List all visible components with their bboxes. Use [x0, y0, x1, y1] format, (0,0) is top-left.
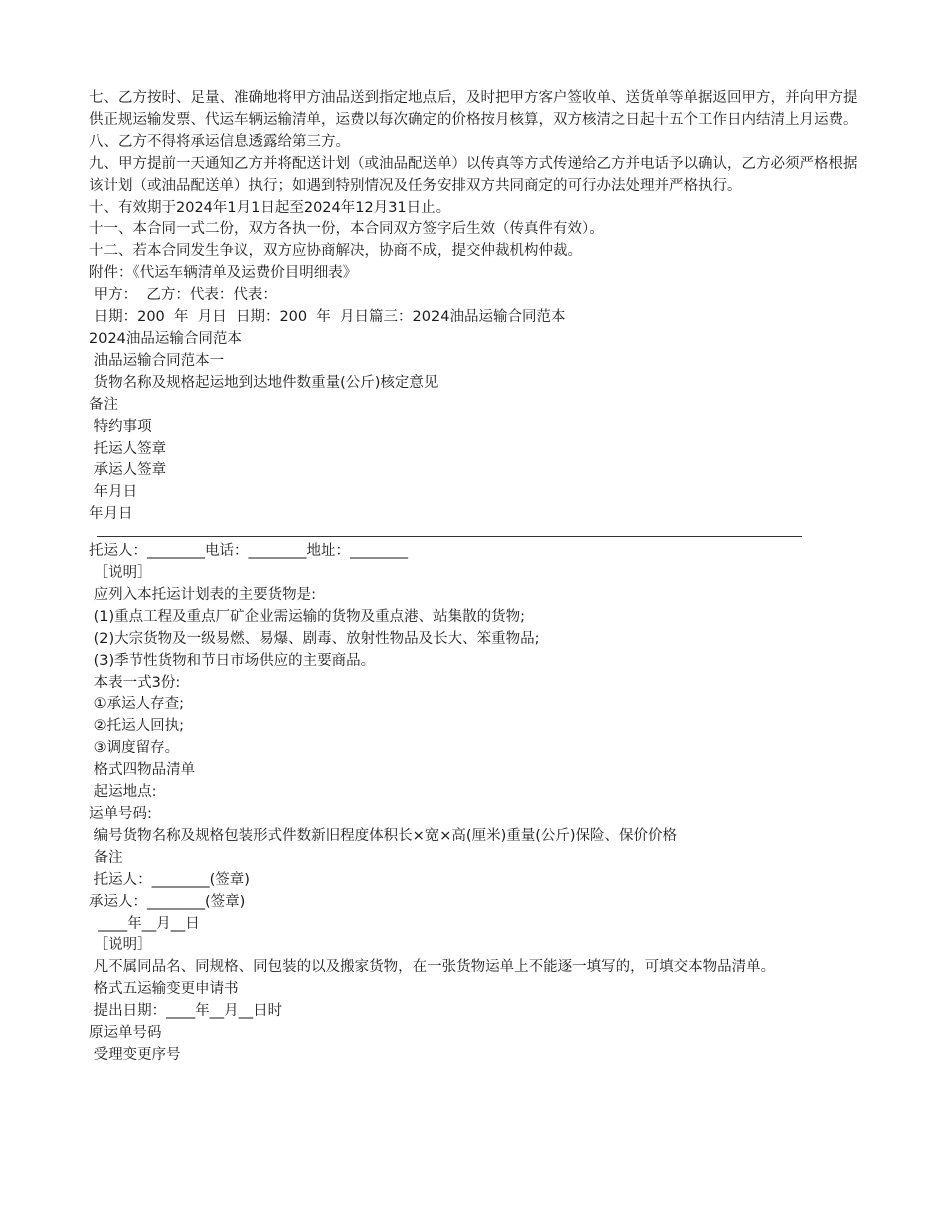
note-item-1: (1)重点工程及重点厂矿企业需运输的货物及重点港、站集散的货物; [89, 608, 526, 625]
special-terms: 特约事项 [89, 418, 152, 435]
remarks-label: 备注 [89, 396, 118, 413]
divider-line [97, 536, 802, 537]
clause-10: 十、有效期于2024年1月1日起至2024年12月31日止。 [89, 199, 451, 216]
waybill-no-label: 运单号码: [89, 806, 152, 822]
clause-7: 七、乙方按时、足量、准确地将甲方油品送到指定地点后，及时把甲方客户签收单、送货单等单据返回甲方，并向甲方提供正规运输发票、代运车辆运输清单，运费以每次确定的价格按月核算，双方核清之日起十五个工作日内结清上月运费。 [89, 90, 858, 128]
submit-date-line: 提出日期：____年__月__日时 [89, 1003, 283, 1020]
copy-item-2: ②托运人回执; [89, 718, 184, 735]
note-item-2: (2)大宗货物及一级易燃、易爆、剧毒、放射性物品及长大、笨重物品; [89, 630, 540, 647]
party-line: 甲方： 乙方：代表：代表： [89, 287, 277, 304]
copy-item-1: ①承运人存查; [89, 696, 184, 713]
clause-8: 八、乙方不得将承运信息透露给第三方。 [89, 133, 350, 150]
clause-11: 十一、本合同一式二份，双方各执一份，本合同双方签字后生效（传真件有效）。 [89, 221, 604, 238]
clause-9: 九、甲方提前一天通知乙方并将配送计划（或油品配送单）以传真等方式传递给乙方并电话予以确认，乙方必须严格根据该计划（或油品配送单）执行；如遇到特别情况及任务安排双方共同商定的可行办法处理并严格执行。 [89, 155, 858, 194]
carrier-sign-line: 承运人：________(签章) [89, 893, 246, 910]
note-intro: 应列入本托运计划表的主要货物是: [89, 586, 316, 603]
carrier-seal: 承运人签章 [89, 462, 167, 479]
attachment-line: 附件：《代运车辆清单及运费价目明细表》 [89, 265, 358, 282]
origin-label: 起运地点: [89, 784, 157, 801]
format-4-title: 格式四物品清单 [89, 762, 196, 779]
date-line: 日期：200 年 月日 日期：200 年 月日篇三：2024油品运输合同范本 [89, 309, 566, 326]
original-waybill-label: 原运单号码 [89, 1025, 162, 1042]
section-title: 2024油品运输合同范本 [89, 330, 242, 347]
date-placeholder-1: 年月日 [89, 484, 138, 501]
item-list-header: 编号货物名称及规格包装形式件数新旧程度体积长×宽×高(厘米)重量(公斤)保险、保价价格 [89, 827, 678, 844]
shipper-seal: 托运人签章 [89, 440, 167, 457]
shipper-contact-line: 托运人：________电话：________地址：________ [89, 543, 408, 560]
format-5-title: 格式五运输变更申请书 [89, 981, 239, 998]
template-title: 油品运输合同范本一 [89, 352, 225, 369]
clause-12: 十二、若本合同发生争议，双方应协商解决，协商不成，提交仲裁机构仲裁。 [89, 243, 582, 260]
sign-date-line: ____年__月__日 [89, 915, 200, 932]
date-placeholder-2: 年月日 [89, 506, 133, 523]
goods-header: 货物名称及规格起运地到达地件数重量(公斤)核定意见 [89, 374, 439, 391]
note-heading: ［说明］ [89, 565, 152, 582]
copies-line: 本表一式3份: [89, 674, 181, 691]
note-item-3: (3)季节性货物和节日市场供应的主要商品。 [89, 652, 376, 669]
remarks-label-2: 备注 [89, 849, 123, 866]
copy-item-3: ③调度留存。 [89, 740, 180, 757]
note-heading-2: ［说明］ [89, 937, 152, 954]
note-body-2: 凡不属同品名、同规格、同包装的以及搬家货物，在一张货物运单上不能逐一填写的，可填交本物品清单。 [89, 959, 776, 976]
change-seq-label: 受理变更序号 [89, 1046, 181, 1063]
shipper-sign-line: 托运人：________(签章) [89, 871, 250, 888]
